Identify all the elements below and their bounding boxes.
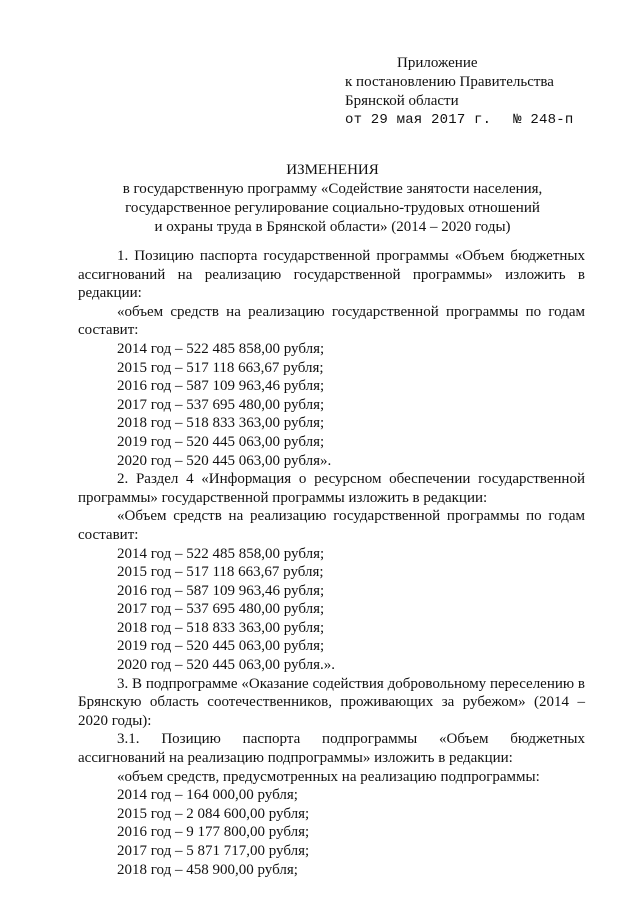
document-subtitle: государственное регулирование социально-трудовых отношений bbox=[125, 200, 540, 216]
year-line: 2017 год – 5 871 717,00 рубля; bbox=[117, 843, 310, 859]
year-line: 2018 год – 518 833 363,00 рубля; bbox=[117, 415, 325, 432]
year-line: 2015 год – 517 118 663,67 рубля; bbox=[117, 359, 324, 376]
year-line: 2017 год – 537 695 480,00 рубля; bbox=[117, 396, 325, 413]
appendix-line: Брянской области bbox=[345, 93, 459, 109]
year-line: 2014 год – 522 485 858,00 рубля; bbox=[117, 340, 325, 357]
year-line: 2019 год – 520 445 063,00 рубля; bbox=[117, 433, 325, 450]
year-line: 2015 год – 2 084 600,00 рубля; bbox=[117, 805, 310, 822]
paragraph: «Объем средств на реализацию государственной программы по годам составит: bbox=[78, 508, 585, 543]
year-line: 2017 год – 537 695 480,00 рубля; bbox=[117, 601, 325, 618]
paragraph: 3. В подпрограмме «Оказание содействия добровольному переселению в Брянскую область соотечественников, проживающих за рубежом» (2014 – 2020 годы): bbox=[78, 675, 585, 729]
paragraph: «объем средств, предусмотренных на реализацию подпрограммы: bbox=[117, 768, 540, 785]
year-line: 2018 год – 458 900,00 рубля; bbox=[117, 861, 298, 878]
year-list bbox=[78, 545, 585, 675]
paragraph: «объем средств на реализацию государственной программы по годам составит: bbox=[78, 303, 585, 339]
appendix-date-line bbox=[345, 111, 615, 130]
appendix-header bbox=[345, 54, 615, 130]
paragraph: 3.1. Позицию паспорта подпрограммы «Объем бюджетных ассигнований на реализацию подпрограммы» изложить в редакции: bbox=[78, 731, 585, 767]
year-line: 2014 год – 522 485 858,00 рубля; bbox=[117, 545, 325, 562]
year-list bbox=[78, 340, 585, 470]
year-line: 2020 год – 520 445 063,00 рубля.». bbox=[117, 657, 335, 674]
year-list bbox=[78, 786, 585, 879]
appendix-number: № 248-п bbox=[513, 112, 574, 128]
paragraph: 1. Позицию паспорта государственной программы «Объем бюджетных ассигнований на реализацию государственной программы» изложить в редакции: bbox=[78, 248, 585, 302]
document-heading bbox=[80, 161, 585, 237]
year-line: 2020 год – 520 445 063,00 рубля». bbox=[117, 452, 332, 469]
year-line: 2016 год – 9 177 800,00 рубля; bbox=[117, 824, 310, 841]
appendix-date: от 29 мая 2017 г. bbox=[345, 112, 492, 128]
document-body bbox=[78, 247, 585, 879]
year-line: 2014 год – 164 000,00 рубля; bbox=[117, 787, 298, 804]
document-subtitle: и охраны труда в Брянской области» (2014 – 2020 годы) bbox=[154, 219, 511, 235]
year-line: 2019 год – 520 445 063,00 рубля; bbox=[117, 638, 325, 655]
year-line: 2016 год – 587 109 963,46 рубля; bbox=[117, 378, 325, 395]
appendix-line: к постановлению Правительства bbox=[345, 74, 554, 90]
year-line: 2015 год – 517 118 663,67 рубля; bbox=[117, 564, 324, 581]
year-line: 2018 год – 518 833 363,00 рубля; bbox=[117, 619, 325, 636]
year-line: 2016 год – 587 109 963,46 рубля; bbox=[117, 582, 325, 599]
appendix-line: Приложение bbox=[397, 55, 478, 71]
document-title: ИЗМЕНЕНИЯ bbox=[286, 162, 379, 178]
paragraph: 2. Раздел 4 «Информация о ресурсном обеспечении государственной программы» государственной программы изложить в редакции: bbox=[78, 471, 585, 506]
document-subtitle: в государственную программу «Содействие занятости населения, bbox=[122, 181, 543, 197]
